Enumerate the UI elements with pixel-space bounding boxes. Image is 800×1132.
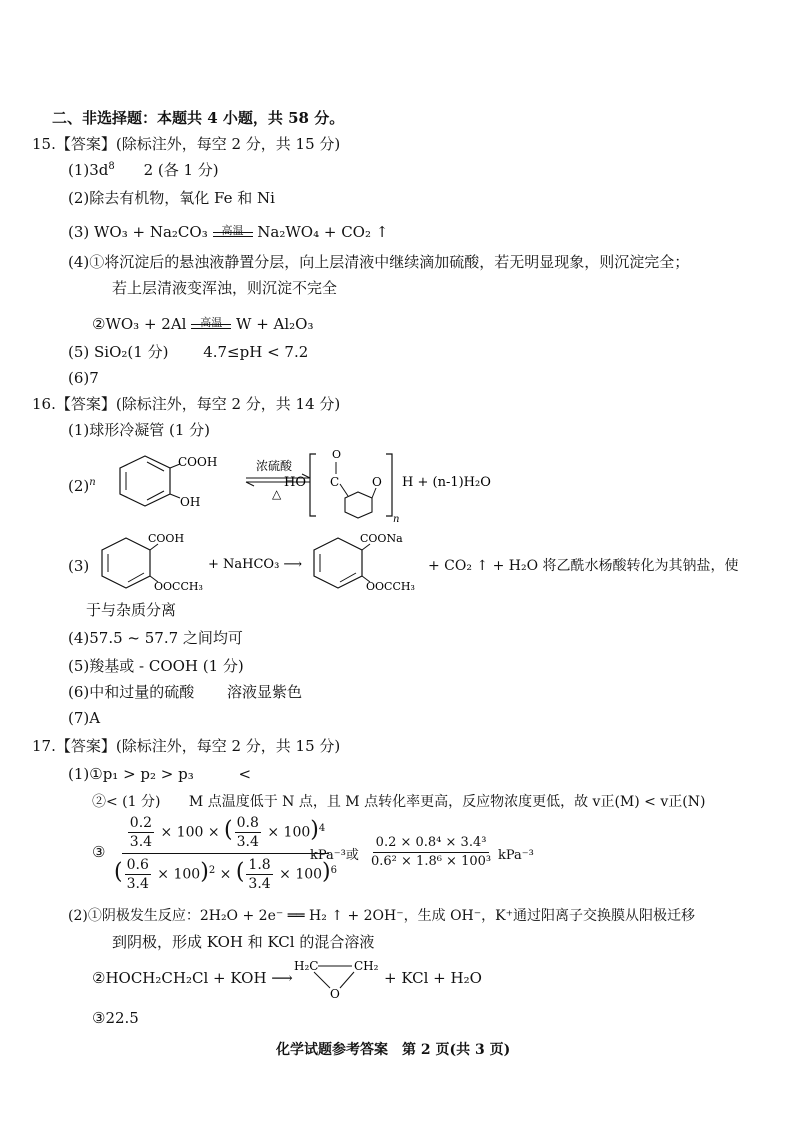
q17-a1-2: ②< (1 分) M 点温度低于 N 点，且 M 点转化率更高，反应物浓度更低，故 v正(M) < v正(N) <box>92 794 706 810</box>
svg-text:H₂C: H₂C <box>294 959 319 973</box>
q15-a6: (6)7 <box>68 369 99 387</box>
q15-header: 15.【答案】(除标注外，每空 2 分，共 15 分) <box>32 135 341 153</box>
q16-a7: (7)A <box>68 709 101 727</box>
acetyl-cooh: COOH <box>148 532 185 545</box>
q17-a2-3: ③22.5 <box>92 1009 139 1027</box>
q16-a2-structure <box>100 448 500 528</box>
polymer-tail: H + (n-1)H₂O <box>402 475 491 490</box>
q15-a2: (2)除去有机物，氧化 Fe 和 Ni <box>68 189 275 207</box>
page-footer: 化学试题参考答案 第 2 页(共 3 页) <box>276 1042 511 1058</box>
q16-a3-label: (3) <box>68 557 90 575</box>
q16-a3-tail: + CO₂ ↑ + H₂O 将乙酰水杨酸转化为其钠盐，使 <box>428 558 739 574</box>
oh-label: OH <box>180 495 201 509</box>
ethylene-oxide-structure <box>292 956 382 1002</box>
heat-symbol: △ <box>272 487 282 501</box>
q16-a5: (5)羧基或 - COOH (1 分) <box>68 657 244 675</box>
q15-a1: $(1)3d^8$ 2 (各 1 分) <box>68 161 219 179</box>
coona-label: COONa <box>360 532 403 545</box>
svg-text:CH₂: CH₂ <box>354 959 379 973</box>
q16-a4: (4)57.5 ~ 57.7 之间均可 <box>68 629 243 647</box>
q17-simplified-formula: 0.2 × 0.8⁴ × 3.4³ 0.6² × 1.8⁶ × 100³ <box>371 835 492 869</box>
q17-unit1: kPa⁻³或 <box>310 848 359 863</box>
q17-a2-2-tail: + KCl + H₂O <box>384 969 482 987</box>
q16-a3-structure <box>96 530 426 600</box>
q16-a3-line2: 于与杂质分离 <box>86 601 177 619</box>
ester-o: O <box>372 475 382 489</box>
ho-label: HO <box>284 475 306 490</box>
carbonyl-o: O <box>332 448 342 461</box>
q15-a3: (3) WO₃ + Na₂CO₃ 高温 Na₂WO₄ + CO₂ ↑ <box>68 223 389 241</box>
q17-equilibrium-formula: $\frac{0.2}{3.4}$ × 100 × ( $\frac{0.8}{3.4}$ × 100)$^4$ ( $\frac{0.6}{3.4}$ × 100)$^2$ × ( $\frac{1.8}{3.4}$ × 100)$^6$ <box>114 815 338 892</box>
q15-a5: (5) SiO₂(1 分) 4.7≤pH < 7.2 <box>68 343 309 361</box>
q17-a1-3-label: ③ <box>92 843 106 861</box>
acetyl-group-b: OOCCH₃ <box>366 580 415 593</box>
q15-a4-line1: (4)①将沉淀后的悬浊液静置分层，向上层清液中继续滴加硫酸，若无明显现象，则沉淀完全； <box>68 253 690 271</box>
acid-catalyst: 浓硫酸 <box>256 459 293 473</box>
q17-a2-line1: (2)①阴极发生反应：2H₂O + 2e⁻ ══ H₂ ↑ + 2OH⁻，生成 OH⁻，K⁺通过阳离子交换膜从阳极迁移 <box>68 908 695 924</box>
q17-a2-line2: 到阴极，形成 KOH 和 KCl 的混合溶液 <box>112 933 375 951</box>
n-subscript: n <box>393 514 400 525</box>
q16-a6: (6)中和过量的硫酸 溶液显紫色 <box>68 683 303 701</box>
q17-unit2: kPa⁻³ <box>498 848 534 863</box>
q17-a1: (1)①p₁ > p₂ > p₃ < <box>68 765 252 783</box>
q16-a1: (1)球形冷凝管 (1 分) <box>68 421 211 439</box>
section-title: 二、非选择题：本题共 4 小题，共 58 分。 <box>52 109 345 127</box>
svg-text:O: O <box>330 987 340 1001</box>
carbon-label: C <box>330 475 340 489</box>
q17-a2-2: ②HOCH₂CH₂Cl + KOH ⟶ <box>92 969 293 987</box>
q17-header: 17.【答案】(除标注外，每空 2 分，共 15 分) <box>32 737 341 755</box>
nahco3-reagent: + NaHCO₃ ⟶ <box>208 557 303 572</box>
cooh-label: COOH <box>178 455 218 469</box>
q15-a4-line2: 若上层清液变浑浊，则沉淀不完全 <box>112 279 338 297</box>
q16-header: 16.【答案】(除标注外，每空 2 分，共 14 分) <box>32 395 341 413</box>
q16-a2-label: $(2)^n$ <box>68 477 96 495</box>
acetyl-group: OOCCH₃ <box>154 580 203 593</box>
q15-a4-2: ②WO₃ + 2Al 高温 W + Al₂O₃ <box>92 315 314 333</box>
